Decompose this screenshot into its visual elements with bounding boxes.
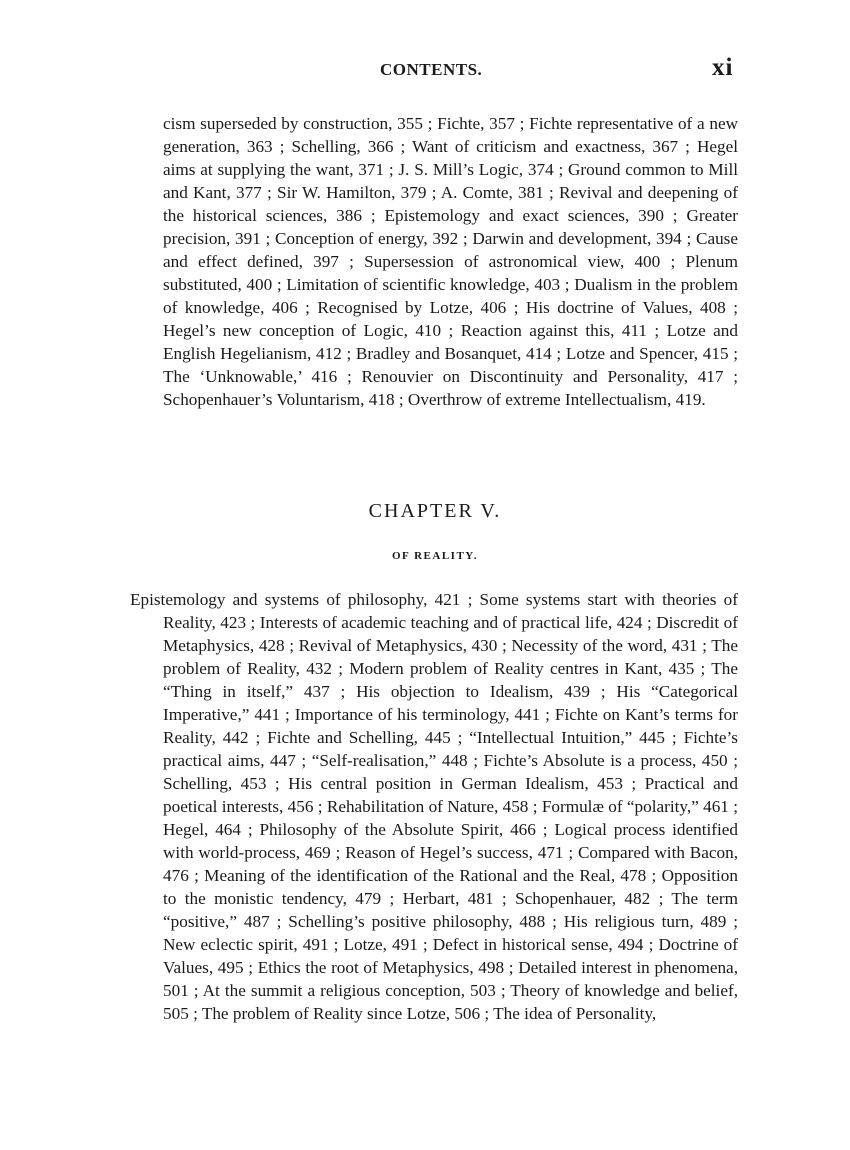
running-head: CONTENTS. [380,60,483,79]
chapter-summary-paragraph: Epistemology and systems of philosophy, 421 ; Some systems start with theories of Reality, 423 ; Interests of academic teaching and of practical life, 424 ; Discredit of Metaphysics, 428 ; Revival of Metaphysics, 430 ; Necessity of the word, 431 ; The problem of Reality, 432 ; Modern problem of Reality centres in Kant, 435 ; The “Thing in itself,” 437 ; His objection to Idealism, 439 ; His “Categorical Imperative,” 441 ; Importance of his terminology, 441 ; Fichte on Kant’s terms for Reality, 442 ; Fichte and Schelling, 445 ; “Intellectual Intuition,” 445 ; Fichte’s practical aims, 447 ; “Self-realisation,” 448 ; Fichte’s Absolute is a process, 450 ; Schelling, 453 ; His central position in German Idealism, 453 ; Practical and poetical interests, 456 ; Rehabilitation of Nature, 458 ; Formulæ of “polarity,” 461 ; Hegel, 464 ; Philosophy of the Absolute Spirit, 466 ; Logical process identified with world-process, 469 ; Reason of Hegel’s success, 471 ; Compared with Bacon, 476 ; Meaning of the identification of the Rational and the Real, 478 ; Opposition to the monistic tendency, 479 ; Herbart, 481 ; Schopenhauer, 482 ; The term “positive,” 487 ; Schelling’s positive philosophy, 488 ; His religious turn, 489 ; New eclectic spirit, 491 ; Lotze, 491 ; Defect in historical sense, 494 ; Doctrine of Values, 495 ; Ethics the root of Metaphysics, 498 ; Detailed interest in phenomena, 501 ; At the summit a religious conception, 503 ; Theory of knowledge and belief, 505 ; The problem of Reality since Lotze, 506 ; The idea of Personality, [130,590,738,1023]
continued-contents-paragraph: cism superseded by construction, 355 ; Fichte, 357 ; Fichte representative of a new generation, 363 ; Schelling, 366 ; Want of criticism and exactness, 367 ; Hegel aims at supplying the want, 371 ; J. S. Mill’s Logic, 374 ; Ground common to Mill and Kant, 377 ; Sir W. Hamilton, 379 ; A. Comte, 381 ; Revival and deepening of the historical sciences, 386 ; Epistemology and exact sciences, 390 ; Greater precision, 391 ; Conception of energy, 392 ; Darwin and development, 394 ; Cause and effect defined, 397 ; Supersession of astronomical view, 400 ; Plenum substituted, 400 ; Limitation of scientific knowledge, 403 ; Dualism in the problem of knowledge, 406 ; Recognised by Lotze, 406 ; His doctrine of Values, 408 ; Hegel’s new conception of Logic, 410 ; Reaction against this, 411 ; Lotze and English Hegelianism, 412 ; Bradley and Bosanquet, 414 ; Lotze and Spencer, 415 ; The ‘Unknowable,’ 416 ; Renouvier on Discontinuity and Personality, 417 ; Schopenhauer’s Voluntarism, 418 ; Overthrow of extreme Intellectualism, 419. [163,114,738,409]
chapter-subheading: OF REALITY. [392,550,478,562]
page-number: xi [712,54,734,81]
chapter-heading: CHAPTER V. [368,500,502,522]
